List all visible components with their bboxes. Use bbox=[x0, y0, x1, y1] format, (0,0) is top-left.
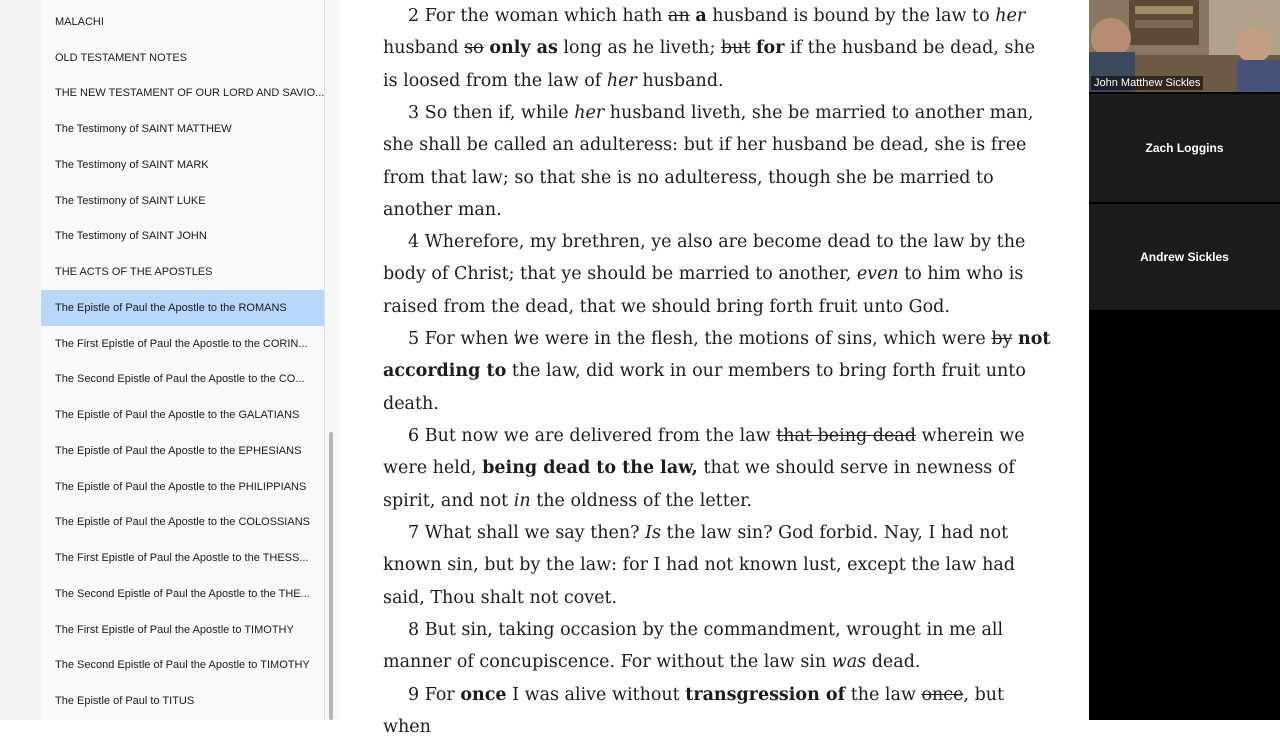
verse bbox=[383, 323, 1053, 420]
toc-item-colossians[interactable] bbox=[41, 504, 324, 540]
toc-item-label: The Epistle of Paul to TITUS bbox=[55, 695, 195, 707]
verse-text: husband bbox=[383, 38, 465, 59]
verse bbox=[383, 517, 1053, 614]
toc-item-2-timothy[interactable] bbox=[41, 647, 324, 683]
toc-item-label: The Testimony of SAINT MATTHEW bbox=[55, 123, 232, 135]
toc-item-label: The Epistle of Paul the Apostle to the COLOSSIANS bbox=[55, 516, 310, 528]
verse-number: 9 bbox=[408, 685, 425, 705]
toc-item-label: The Testimony of SAINT MARK bbox=[55, 159, 209, 171]
text-cursor-icon bbox=[516, 330, 523, 344]
verse-text: long as he liveth; bbox=[557, 38, 721, 59]
toc-item-galatians[interactable] bbox=[41, 397, 324, 433]
verse-text: For when we were in the flesh, the motions of sins, which were bbox=[424, 329, 992, 349]
bold-text: for bbox=[756, 38, 785, 59]
verse-text: wherein we were held, bbox=[383, 426, 1025, 479]
italic-text: her bbox=[574, 103, 605, 123]
toc-item-1-timothy[interactable] bbox=[41, 612, 324, 648]
verse-text: For bbox=[424, 685, 461, 705]
toc-item-luke[interactable] bbox=[41, 183, 324, 219]
toc-item-label: THE NEW TESTAMENT OF OUR LORD AND SAVIO... bbox=[55, 87, 325, 99]
verse-text: For the woman which hath bbox=[424, 6, 669, 26]
table-of-contents bbox=[41, 0, 324, 720]
verse-text: But now we are delivered from the law bbox=[424, 426, 777, 446]
left-gutter bbox=[0, 0, 42, 720]
toc-item-2-corinthians[interactable] bbox=[41, 361, 324, 397]
verse bbox=[383, 420, 1053, 517]
toc-item-label: The First Epistle of Paul the Apostle to the THESS... bbox=[55, 552, 309, 564]
italic-text: even bbox=[856, 264, 899, 285]
verse-text: dead. bbox=[866, 652, 921, 673]
verse bbox=[383, 614, 1053, 679]
verse-text: husband is bound by the law to bbox=[706, 6, 996, 26]
verse-text: husband liveth, she be married to another man, she shall be called an adulteress: but if her husband be dead, she is free from that law; so that she is no adulteress, though she be married to another man. bbox=[383, 103, 1034, 221]
bold-text: a bbox=[695, 6, 707, 26]
italic-text: in bbox=[513, 490, 531, 511]
participant-name: Andrew Sickles bbox=[1140, 250, 1229, 264]
toc-item-titus[interactable] bbox=[41, 683, 324, 719]
struck-text: but bbox=[720, 38, 751, 59]
bold-text: not according to bbox=[383, 329, 1051, 382]
toc-item-acts[interactable] bbox=[41, 254, 324, 290]
verse-text: the law bbox=[845, 685, 922, 705]
toc-item-old-testament-notes[interactable] bbox=[41, 40, 324, 76]
verse-text: I was alive without bbox=[506, 685, 686, 705]
toc-item-mark[interactable] bbox=[41, 147, 324, 183]
verse-number: 8 bbox=[408, 620, 425, 640]
verse-text: if the husband be dead, she is loosed from the law of bbox=[383, 38, 1036, 91]
verse-number: 7 bbox=[408, 523, 425, 543]
toc-item-label: The Epistle of Paul the Apostle to the GALATIANS bbox=[55, 409, 300, 421]
verse-text: the law sin? God forbid. Nay, I had not known sin, but by the law: for I had not known lust, except the law had said, Thou shalt not covet. bbox=[383, 523, 1016, 608]
toc-item-label: The First Epistle of Paul the Apostle to TIMOTHY bbox=[55, 624, 294, 636]
toc-item-label: The Second Epistle of Paul the Apostle to TIMOTHY bbox=[55, 659, 310, 671]
toc-item-new-testament[interactable] bbox=[41, 75, 324, 111]
toc-item-romans[interactable] bbox=[41, 290, 324, 326]
toc-item-matthew[interactable] bbox=[41, 111, 324, 147]
struck-text: by bbox=[991, 329, 1013, 349]
toc-item-label: The Second Epistle of Paul the Apostle to the THE... bbox=[55, 588, 310, 600]
toc-item-ephesians[interactable] bbox=[41, 433, 324, 469]
verse-text: So then if, while bbox=[424, 103, 575, 123]
video-tile-zach[interactable] bbox=[1089, 94, 1280, 202]
participant-name: John Matthew Sickles bbox=[1091, 76, 1203, 90]
struck-text: that being dead bbox=[776, 426, 916, 446]
verse-number: 2 bbox=[408, 6, 425, 26]
video-panel bbox=[1089, 0, 1280, 720]
verse-number: 3 bbox=[408, 103, 425, 123]
struck-text: once bbox=[921, 685, 964, 705]
video-tile-john[interactable] bbox=[1089, 0, 1280, 92]
toc-item-philippians[interactable] bbox=[41, 469, 324, 505]
verse bbox=[383, 226, 1053, 323]
toc-item-label: The Testimony of SAINT LUKE bbox=[55, 195, 206, 207]
bold-text: transgression of bbox=[685, 685, 846, 705]
toc-item-label: The First Epistle of Paul the Apostle to the CORIN... bbox=[55, 338, 308, 350]
italic-text: Is bbox=[645, 523, 661, 543]
struck-text: an bbox=[668, 6, 690, 26]
toc-item-1-corinthians[interactable] bbox=[41, 326, 324, 362]
toc-item-label: The Epistle of Paul the Apostle to the EPHESIANS bbox=[55, 445, 302, 457]
toc-item-label: OLD TESTAMENT NOTES bbox=[55, 52, 188, 64]
verse-text: to him who is raised from the dead, that we should bring forth fruit unto God. bbox=[383, 264, 1024, 317]
participant-name: Zach Loggins bbox=[1145, 141, 1224, 155]
verse-number: 4 bbox=[408, 232, 425, 252]
reader-pane bbox=[340, 0, 1089, 738]
toc-item-label: MALACHI bbox=[55, 16, 104, 28]
verse-text: What shall we say then? bbox=[424, 523, 646, 543]
toc-item-label: The Epistle of Paul the Apostle to the PHILIPPIANS bbox=[55, 481, 307, 493]
video-tile-andrew[interactable] bbox=[1089, 204, 1280, 310]
verse bbox=[383, 97, 1053, 227]
toc-item-label: The Epistle of Paul the Apostle to the ROMANS bbox=[55, 302, 287, 314]
toc-item-1-thessalonians[interactable] bbox=[41, 540, 324, 576]
italic-text: her bbox=[995, 6, 1026, 26]
bold-text: being dead to the law, bbox=[482, 458, 698, 479]
verse-number: 6 bbox=[408, 426, 425, 446]
toc-scrollbar[interactable] bbox=[329, 432, 333, 720]
toc-item-2-thessalonians[interactable] bbox=[41, 576, 324, 612]
toc-item-malachi[interactable] bbox=[41, 4, 324, 40]
verse-text: the oldness of the letter. bbox=[530, 490, 753, 511]
verse-number: 5 bbox=[408, 329, 425, 349]
verse-text: the law, did work in our members to bring forth fruit unto death. bbox=[383, 361, 1026, 414]
toc-item-label: The Testimony of SAINT JOHN bbox=[55, 230, 207, 242]
verse bbox=[383, 0, 1053, 97]
verse-text: husband. bbox=[636, 70, 724, 91]
italic-text: her bbox=[606, 70, 637, 91]
toc-item-john[interactable] bbox=[41, 218, 324, 254]
toc-item-label: The Second Epistle of Paul the Apostle to the CO... bbox=[55, 373, 305, 385]
struck-text: so bbox=[464, 38, 484, 59]
verse-text: , but when bbox=[383, 685, 1005, 738]
italic-text: was bbox=[831, 652, 867, 673]
bold-text: once bbox=[460, 685, 507, 705]
bold-text: only as bbox=[489, 38, 558, 59]
toc-item-label: THE ACTS OF THE APOSTLES bbox=[55, 266, 213, 278]
verse-text: Wherefore, my brethren, ye also are become dead to the law by the body of Christ; that ye should be married to another, bbox=[383, 232, 1026, 285]
verse-text: that we should serve in newness of spirit, and not bbox=[383, 458, 1015, 511]
verse-text: But sin, taking occasion by the commandment, wrought in me all manner of concupiscence. For without the law sin bbox=[383, 620, 1004, 673]
verse bbox=[383, 679, 1053, 744]
